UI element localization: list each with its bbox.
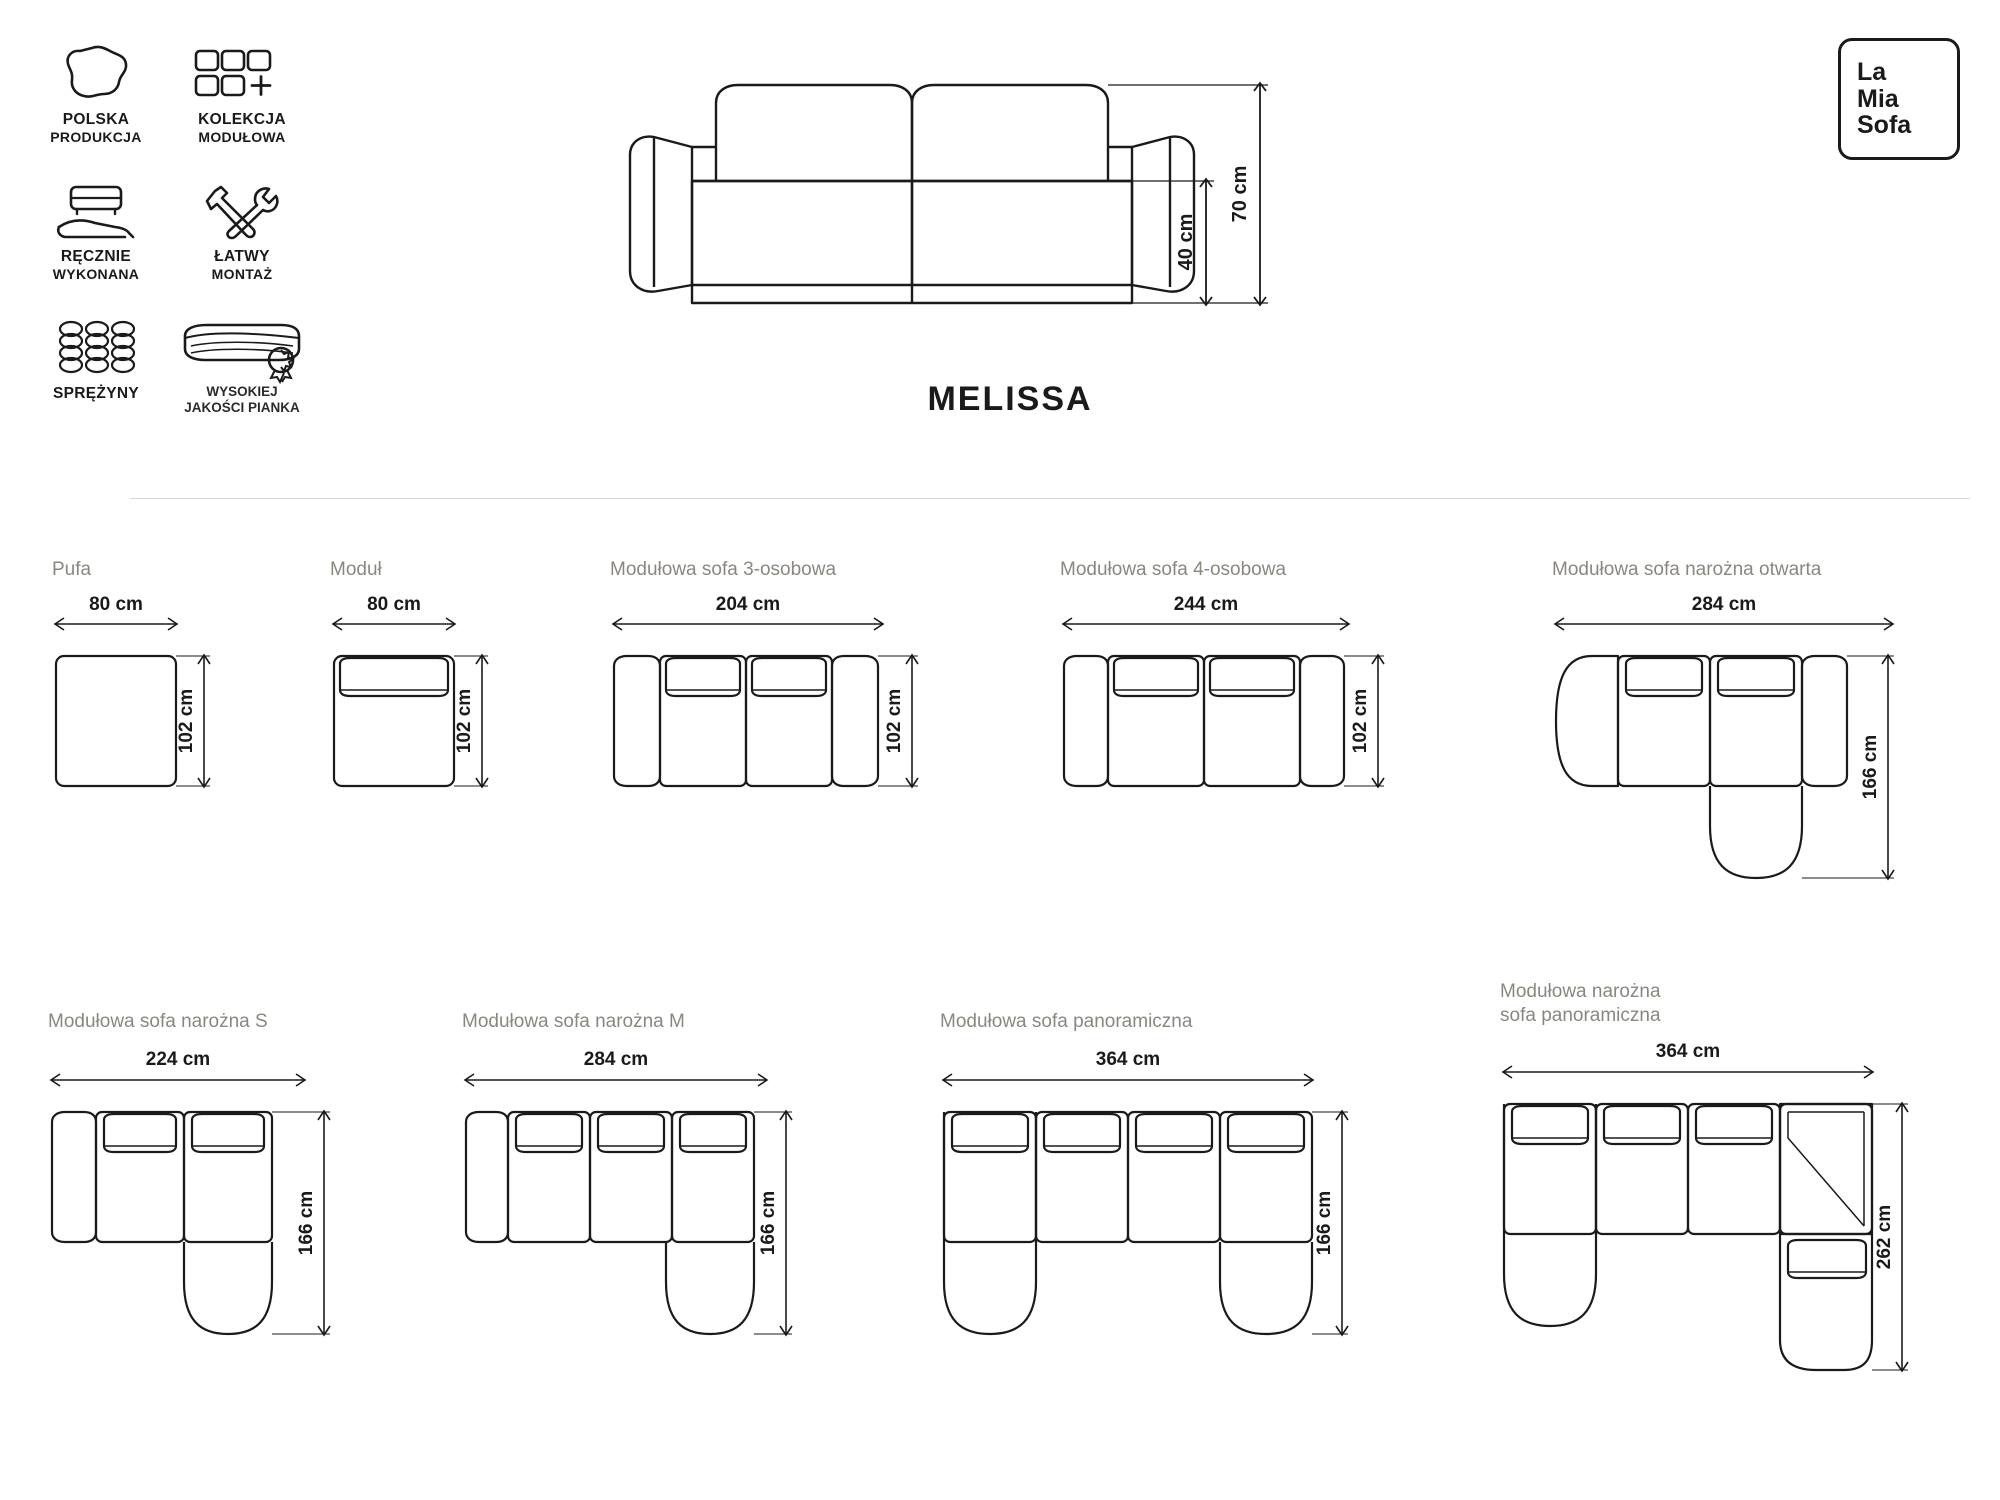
badge-recznie-wykonana bbox=[36, 167, 156, 282]
badge-label bbox=[36, 385, 156, 403]
product-corner-open bbox=[1552, 558, 1972, 914]
svg-text:166 cm: 166 cm bbox=[1314, 1190, 1335, 1255]
logo-line-2: Mia bbox=[1857, 84, 1899, 113]
brand-logo bbox=[1838, 38, 1960, 160]
badge-label bbox=[182, 111, 302, 145]
logo-line-1: La bbox=[1857, 57, 1887, 86]
badge-latwy-montaz bbox=[182, 167, 302, 282]
product-title-line1: Modułowa narożna bbox=[1500, 981, 1661, 1002]
product-name: MELISSA bbox=[927, 380, 1093, 418]
springs-icon bbox=[36, 304, 156, 378]
svg-text:204 cm: 204 cm bbox=[715, 593, 781, 615]
svg-text:70 cm: 70 cm bbox=[1229, 165, 1251, 223]
badge-kolekcja-modulowa bbox=[182, 30, 302, 145]
product-modul bbox=[330, 558, 560, 894]
product-sofa-3 bbox=[610, 558, 980, 894]
badge-sprezyny bbox=[36, 304, 156, 416]
svg-text:364 cm: 364 cm bbox=[1095, 1048, 1161, 1070]
badge-line1: ŁATWY bbox=[214, 247, 270, 265]
badge-line2: PRODUKCJA bbox=[50, 128, 142, 145]
badge-line1: WYSOKIEJ bbox=[206, 383, 278, 399]
product-sofa-4 bbox=[1060, 558, 1440, 894]
badge-line2: MONTAŻ bbox=[211, 265, 273, 282]
svg-text:284 cm: 284 cm bbox=[583, 1048, 649, 1070]
product-title: Modułowa sofa narożna S bbox=[48, 1011, 268, 1032]
product-panoramic-corner bbox=[1500, 980, 1970, 1380]
badge-label bbox=[36, 248, 156, 282]
modules-grid-icon bbox=[182, 30, 302, 104]
product-title: Modułowa sofa panoramiczna bbox=[940, 1011, 1193, 1032]
badge-line2: MODUŁOWA bbox=[198, 128, 286, 145]
badge-row-2 bbox=[36, 167, 326, 282]
hand-sofa-icon bbox=[36, 167, 156, 241]
badge-line1: POLSKA bbox=[62, 111, 130, 128]
logo-line-3: Sofa bbox=[1857, 111, 1912, 140]
poland-map-icon bbox=[36, 30, 156, 104]
product-title: Modułowa sofa 3-osobowa bbox=[610, 559, 837, 580]
product-title-line2: sofa panoramiczna bbox=[1500, 1004, 1661, 1026]
svg-text:262 cm: 262 cm bbox=[1874, 1204, 1895, 1269]
product-title: Moduł bbox=[330, 559, 382, 580]
svg-text:102 cm: 102 cm bbox=[454, 688, 475, 753]
product-corner-m bbox=[462, 1010, 842, 1348]
svg-text:102 cm: 102 cm bbox=[1350, 688, 1371, 753]
product-title: Pufa bbox=[52, 559, 92, 580]
hero-sofa-illustration bbox=[620, 55, 1400, 355]
svg-text:166 cm: 166 cm bbox=[1860, 734, 1881, 799]
product-title: Modułowa sofa narożna M bbox=[462, 1011, 685, 1032]
product-title bbox=[1500, 980, 1970, 1028]
svg-text:166 cm: 166 cm bbox=[296, 1190, 317, 1255]
badge-label bbox=[182, 248, 302, 282]
product-corner-s bbox=[48, 1010, 408, 1348]
svg-text:284 cm: 284 cm bbox=[1691, 593, 1757, 615]
badge-polska-produkcja bbox=[36, 30, 156, 145]
product-pufa bbox=[52, 558, 282, 894]
badge-row-1 bbox=[36, 30, 326, 145]
badge-label bbox=[182, 384, 302, 416]
badge-line2: JAKOŚCI PIANKA bbox=[184, 400, 300, 415]
badge-row-3 bbox=[36, 304, 326, 416]
svg-text:364 cm: 364 cm bbox=[1655, 1040, 1721, 1062]
product-panoramic bbox=[940, 1010, 1380, 1348]
product-title: Modułowa sofa 4-osobowa bbox=[1060, 559, 1287, 580]
svg-text:40 cm: 40 cm bbox=[1175, 213, 1197, 271]
badge-line1: SPRĘŻYNY bbox=[53, 384, 139, 402]
svg-text:102 cm: 102 cm bbox=[884, 688, 905, 753]
svg-text:244 cm: 244 cm bbox=[1173, 593, 1239, 615]
svg-text:166 cm: 166 cm bbox=[758, 1190, 779, 1255]
badge-wysokiej-jakosci-pianka bbox=[182, 304, 302, 416]
product-title: Modułowa sofa narożna otwarta bbox=[1552, 559, 1822, 580]
svg-text:80 cm: 80 cm bbox=[367, 593, 421, 615]
foam-badge-icon bbox=[182, 304, 302, 378]
features-badges bbox=[36, 30, 326, 438]
svg-text:224 cm: 224 cm bbox=[145, 1048, 211, 1070]
tools-icon bbox=[182, 167, 302, 241]
badge-line2: WYKONANA bbox=[52, 265, 140, 282]
svg-text:102 cm: 102 cm bbox=[176, 688, 197, 753]
svg-text:80 cm: 80 cm bbox=[89, 593, 143, 615]
badge-label bbox=[36, 111, 156, 145]
badge-line1: KOLEKCJA bbox=[198, 111, 286, 128]
badge-line1: RĘCZNIE bbox=[60, 247, 132, 265]
section-divider bbox=[130, 498, 1970, 499]
